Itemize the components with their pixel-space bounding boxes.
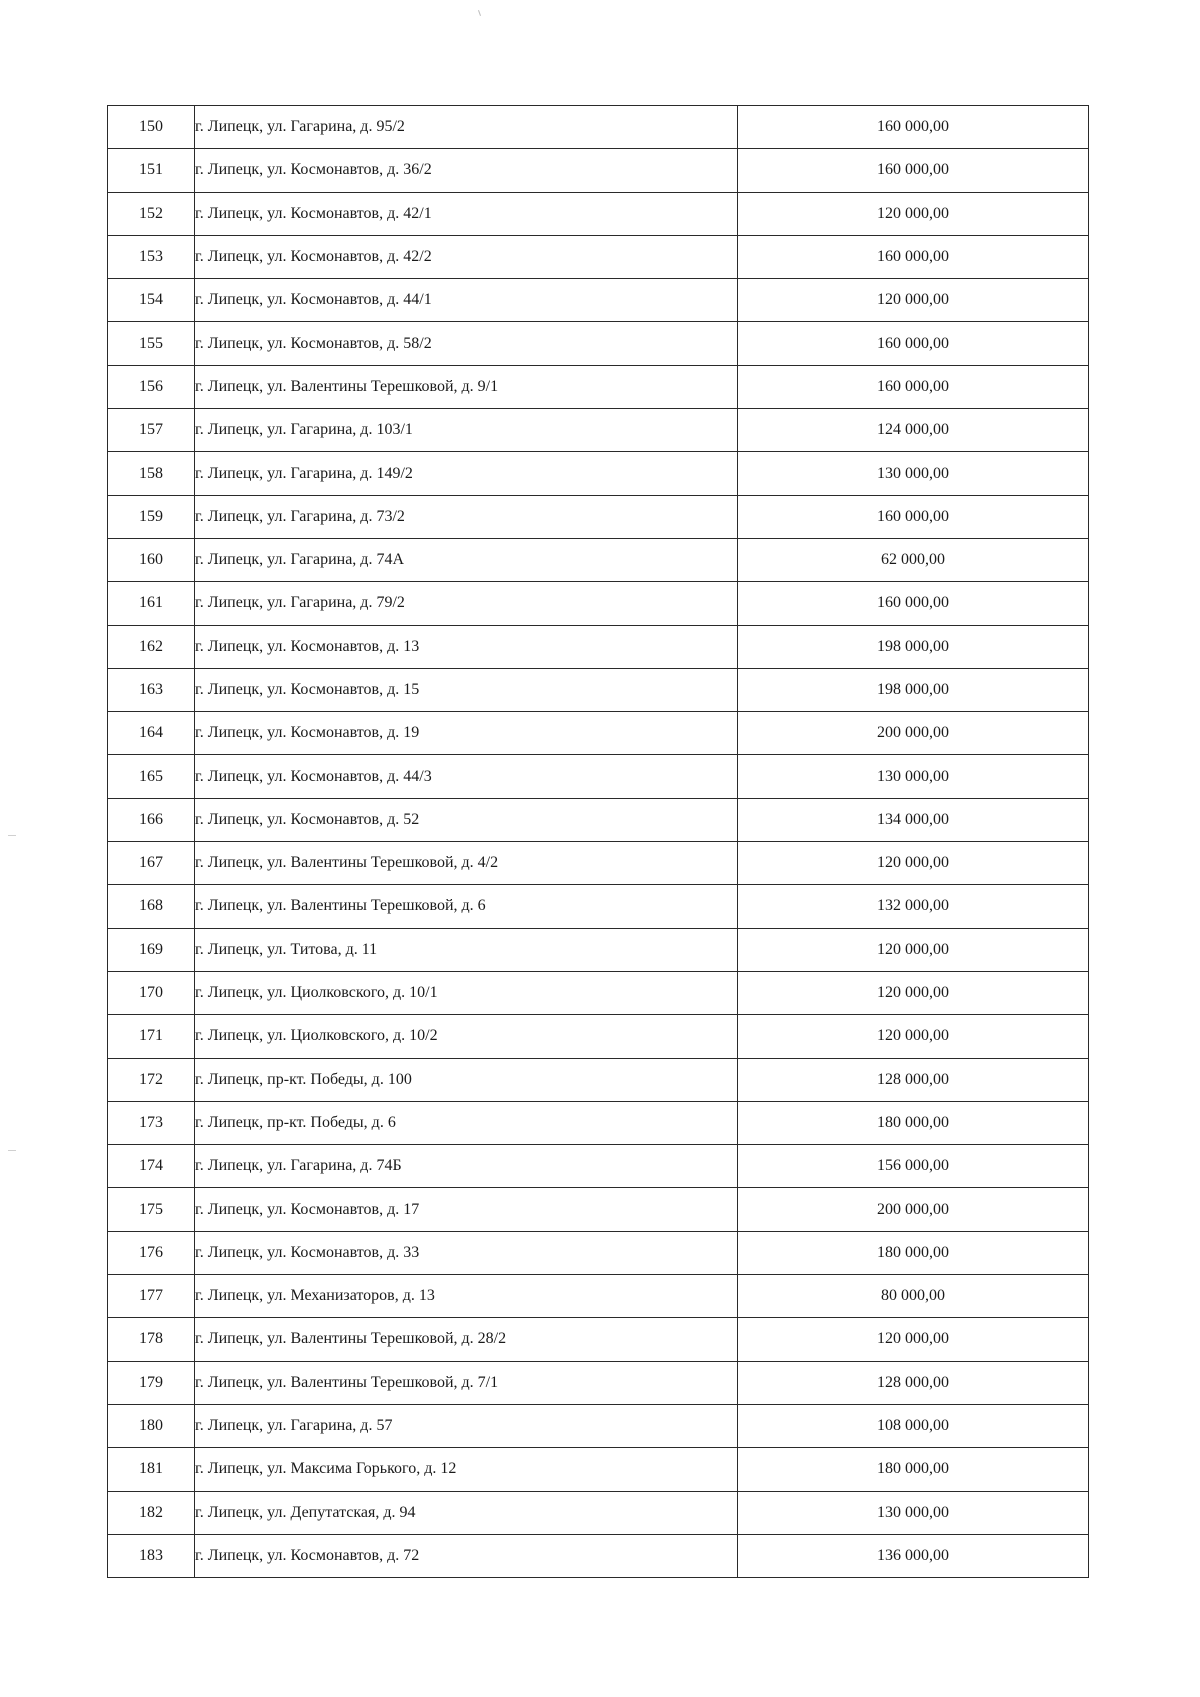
row-number: 183 <box>108 1534 195 1577</box>
table-row <box>108 1318 1089 1361</box>
row-number: 152 <box>108 192 195 235</box>
row-number: 150 <box>108 106 195 149</box>
row-amount: 120 000,00 <box>738 192 1089 235</box>
row-address: г. Липецк, ул. Максима Горького, д. 12 <box>195 1448 738 1491</box>
row-address: г. Липецк, ул. Циолковского, д. 10/1 <box>195 971 738 1014</box>
row-number: 151 <box>108 149 195 192</box>
row-address: г. Липецк, ул. Гагарина, д. 149/2 <box>195 452 738 495</box>
row-amount: 130 000,00 <box>738 452 1089 495</box>
table-row <box>108 495 1089 538</box>
row-amount: 108 000,00 <box>738 1404 1089 1447</box>
table-row <box>108 192 1089 235</box>
row-number: 160 <box>108 538 195 581</box>
row-number: 156 <box>108 365 195 408</box>
row-address: г. Липецк, ул. Гагарина, д. 95/2 <box>195 106 738 149</box>
row-amount: 180 000,00 <box>738 1231 1089 1274</box>
row-amount: 180 000,00 <box>738 1101 1089 1144</box>
row-amount: 124 000,00 <box>738 409 1089 452</box>
row-number: 180 <box>108 1404 195 1447</box>
table-row <box>108 452 1089 495</box>
row-amount: 128 000,00 <box>738 1361 1089 1404</box>
table-row <box>108 1275 1089 1318</box>
table-row <box>108 625 1089 668</box>
row-amount: 160 000,00 <box>738 582 1089 625</box>
row-address: г. Липецк, ул. Космонавтов, д. 58/2 <box>195 322 738 365</box>
row-number: 158 <box>108 452 195 495</box>
table-row <box>108 798 1089 841</box>
row-address: г. Липецк, ул. Космонавтов, д. 42/2 <box>195 235 738 278</box>
table-row <box>108 712 1089 755</box>
row-number: 157 <box>108 409 195 452</box>
table-row <box>108 971 1089 1014</box>
table-row <box>108 582 1089 625</box>
row-number: 177 <box>108 1275 195 1318</box>
row-number: 174 <box>108 1145 195 1188</box>
row-address: г. Липецк, ул. Валентины Терешковой, д. 7/1 <box>195 1361 738 1404</box>
row-amount: 160 000,00 <box>738 149 1089 192</box>
row-number: 164 <box>108 712 195 755</box>
row-address: г. Липецк, ул. Валентины Терешковой, д. 9/1 <box>195 365 738 408</box>
row-number: 159 <box>108 495 195 538</box>
row-address: г. Липецк, ул. Космонавтов, д. 52 <box>195 798 738 841</box>
row-address: г. Липецк, ул. Космонавтов, д. 72 <box>195 1534 738 1577</box>
table-row <box>108 1404 1089 1447</box>
row-address: г. Липецк, ул. Титова, д. 11 <box>195 928 738 971</box>
row-address: г. Липецк, ул. Космонавтов, д. 44/3 <box>195 755 738 798</box>
row-amount: 136 000,00 <box>738 1534 1089 1577</box>
row-number: 154 <box>108 279 195 322</box>
table-row <box>108 1188 1089 1231</box>
table-row <box>108 1491 1089 1534</box>
row-address: г. Липецк, ул. Космонавтов, д. 15 <box>195 668 738 711</box>
row-number: 163 <box>108 668 195 711</box>
row-number: 168 <box>108 885 195 928</box>
row-amount: 132 000,00 <box>738 885 1089 928</box>
row-address: г. Липецк, ул. Космонавтов, д. 19 <box>195 712 738 755</box>
row-address: г. Липецк, ул. Валентины Терешковой, д. 4/2 <box>195 842 738 885</box>
row-number: 182 <box>108 1491 195 1534</box>
table-row <box>108 928 1089 971</box>
row-number: 176 <box>108 1231 195 1274</box>
table-row <box>108 322 1089 365</box>
row-address: г. Липецк, ул. Космонавтов, д. 42/1 <box>195 192 738 235</box>
table-row <box>108 365 1089 408</box>
table-row <box>108 885 1089 928</box>
row-amount: 160 000,00 <box>738 365 1089 408</box>
row-number: 167 <box>108 842 195 885</box>
table-row <box>108 538 1089 581</box>
row-number: 178 <box>108 1318 195 1361</box>
row-amount: 160 000,00 <box>738 106 1089 149</box>
row-address: г. Липецк, ул. Гагарина, д. 73/2 <box>195 495 738 538</box>
table-row <box>108 1101 1089 1144</box>
row-amount: 128 000,00 <box>738 1058 1089 1101</box>
row-amount: 198 000,00 <box>738 668 1089 711</box>
table-row <box>108 1231 1089 1274</box>
table-row <box>108 668 1089 711</box>
row-amount: 198 000,00 <box>738 625 1089 668</box>
row-amount: 160 000,00 <box>738 235 1089 278</box>
row-address: г. Липецк, ул. Гагарина, д. 74А <box>195 538 738 581</box>
scan-artifact <box>478 10 481 16</box>
row-number: 173 <box>108 1101 195 1144</box>
row-number: 170 <box>108 971 195 1014</box>
table-row <box>108 235 1089 278</box>
row-address: г. Липецк, ул. Гагарина, д. 74Б <box>195 1145 738 1188</box>
row-amount: 120 000,00 <box>738 842 1089 885</box>
table-row <box>108 1145 1089 1188</box>
row-address: г. Липецк, пр-кт. Победы, д. 6 <box>195 1101 738 1144</box>
row-number: 153 <box>108 235 195 278</box>
table-row <box>108 1058 1089 1101</box>
table-row <box>108 279 1089 322</box>
row-address: г. Липецк, пр-кт. Победы, д. 100 <box>195 1058 738 1101</box>
row-address: г. Липецк, ул. Космонавтов, д. 17 <box>195 1188 738 1231</box>
table-row <box>108 755 1089 798</box>
row-amount: 134 000,00 <box>738 798 1089 841</box>
row-amount: 62 000,00 <box>738 538 1089 581</box>
row-amount: 160 000,00 <box>738 322 1089 365</box>
row-amount: 80 000,00 <box>738 1275 1089 1318</box>
row-number: 162 <box>108 625 195 668</box>
row-number: 171 <box>108 1015 195 1058</box>
row-amount: 200 000,00 <box>738 1188 1089 1231</box>
table-row <box>108 1534 1089 1577</box>
row-amount: 120 000,00 <box>738 1318 1089 1361</box>
row-amount: 130 000,00 <box>738 755 1089 798</box>
row-address: г. Липецк, ул. Механизаторов, д. 13 <box>195 1275 738 1318</box>
row-address: г. Липецк, ул. Депутатская, д. 94 <box>195 1491 738 1534</box>
table-row <box>108 842 1089 885</box>
row-address: г. Липецк, ул. Космонавтов, д. 13 <box>195 625 738 668</box>
row-number: 172 <box>108 1058 195 1101</box>
table-row <box>108 106 1089 149</box>
row-number: 166 <box>108 798 195 841</box>
table-row <box>108 1361 1089 1404</box>
row-number: 179 <box>108 1361 195 1404</box>
row-amount: 180 000,00 <box>738 1448 1089 1491</box>
row-amount: 120 000,00 <box>738 1015 1089 1058</box>
table-row <box>108 1448 1089 1491</box>
row-address: г. Липецк, ул. Гагарина, д. 79/2 <box>195 582 738 625</box>
scan-artifact <box>8 1150 16 1151</box>
row-amount: 120 000,00 <box>738 928 1089 971</box>
row-amount: 160 000,00 <box>738 495 1089 538</box>
row-address: г. Липецк, ул. Циолковского, д. 10/2 <box>195 1015 738 1058</box>
row-number: 155 <box>108 322 195 365</box>
row-number: 169 <box>108 928 195 971</box>
table-row <box>108 1015 1089 1058</box>
row-number: 161 <box>108 582 195 625</box>
row-amount: 156 000,00 <box>738 1145 1089 1188</box>
address-amount-table <box>107 105 1089 1578</box>
row-number: 165 <box>108 755 195 798</box>
row-address: г. Липецк, ул. Валентины Терешковой, д. 6 <box>195 885 738 928</box>
row-address: г. Липецк, ул. Космонавтов, д. 36/2 <box>195 149 738 192</box>
row-amount: 130 000,00 <box>738 1491 1089 1534</box>
row-amount: 200 000,00 <box>738 712 1089 755</box>
table-row <box>108 409 1089 452</box>
row-address: г. Липецк, ул. Космонавтов, д. 33 <box>195 1231 738 1274</box>
row-amount: 120 000,00 <box>738 971 1089 1014</box>
scan-artifact <box>8 835 16 836</box>
row-address: г. Липецк, ул. Космонавтов, д. 44/1 <box>195 279 738 322</box>
table-body <box>108 106 1089 1578</box>
row-number: 181 <box>108 1448 195 1491</box>
row-address: г. Липецк, ул. Валентины Терешковой, д. 28/2 <box>195 1318 738 1361</box>
row-amount: 120 000,00 <box>738 279 1089 322</box>
row-address: г. Липецк, ул. Гагарина, д. 103/1 <box>195 409 738 452</box>
row-address: г. Липецк, ул. Гагарина, д. 57 <box>195 1404 738 1447</box>
row-number: 175 <box>108 1188 195 1231</box>
table-row <box>108 149 1089 192</box>
